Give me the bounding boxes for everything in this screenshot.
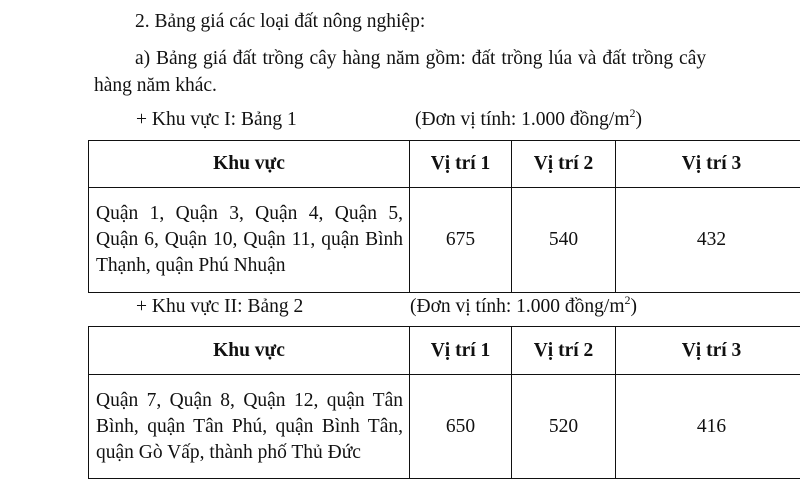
cell-position-1: 650 [410, 375, 512, 479]
zone-1-unit [415, 108, 642, 132]
cell-position-2: 520 [512, 375, 616, 479]
table-header-row [89, 327, 800, 375]
cell-area: Quận 1, Quận 3, Quận 4, Quận 5, Quận 6, Quận 10, Quận 11, quận Bình Thạnh, quận Phú Nhuận [89, 188, 410, 293]
zone-2-unit [410, 295, 637, 319]
header-area: Khu vực [89, 327, 410, 375]
zone-2-unit-exponent: 2 [624, 293, 631, 307]
zone-1-unit-close: ) [635, 109, 643, 130]
cell-position-3: 416 [616, 375, 800, 479]
header-position-2: Vị trí 2 [512, 327, 616, 375]
header-position-2: Vị trí 2 [512, 141, 616, 188]
zone-1-unit-text: (Đơn vị tính: 1.000 đồng/m [415, 109, 630, 130]
cell-position-2: 540 [512, 188, 616, 293]
price-table-zone-1 [88, 140, 800, 293]
zone-2-unit-close: ) [630, 296, 638, 317]
cell-area: Quận 7, Quận 8, Quận 12, quận Tân Bình, quận Tân Phú, quận Bình Tân, quận Gò Vấp, thành phố Thủ Đức [89, 375, 410, 479]
section-heading: 2. Bảng giá các loại đất nông nghiệp: [135, 11, 426, 32]
header-area: Khu vực [89, 141, 410, 188]
cell-position-1: 675 [410, 188, 512, 293]
cell-position-3: 432 [616, 188, 800, 293]
header-position-3: Vị trí 3 [616, 327, 800, 375]
zone-1-unit-exponent: 2 [629, 106, 636, 120]
header-position-3: Vị trí 3 [616, 141, 800, 188]
header-position-1: Vị trí 1 [410, 141, 512, 188]
table-header-row [89, 141, 800, 188]
table-row [89, 188, 800, 293]
price-table-zone-2 [88, 326, 800, 479]
zone-2-label: + Khu vực II: Bảng 2 [136, 296, 304, 317]
paragraph-line-2: hàng năm khác. [94, 75, 217, 96]
zone-2-unit-text: (Đơn vị tính: 1.000 đồng/m [410, 296, 625, 317]
header-position-1: Vị trí 1 [410, 327, 512, 375]
zone-1-label: + Khu vực I: Bảng 1 [136, 109, 297, 130]
paragraph-line-1: a) Bảng giá đất trồng cây hàng năm gồm: đất trồng lúa và đất trồng cây [135, 48, 707, 69]
table-row [89, 375, 800, 479]
